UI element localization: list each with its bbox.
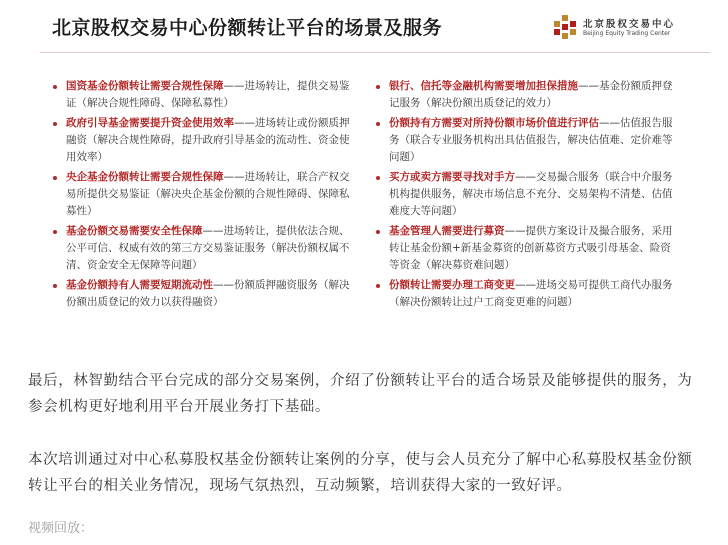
bullet-icon — [53, 284, 57, 288]
bullet-icon — [376, 85, 380, 89]
beijing-equity-logo-icon — [552, 14, 578, 40]
article-paragraph-1: 最后，林智勤结合平台完成的部分交易案例，介绍了份额转让平台的适合场景及能够提供的服务，为参会机构更好地利用平台开展业务打下基础。 — [28, 372, 693, 415]
item-text: ——交易撮合服务（联合中介服务机构提供服务，解决市场信息不充分、交易架构不清楚、估值难度大等问题） — [389, 171, 673, 217]
bullet-icon — [53, 176, 57, 180]
list-item — [375, 223, 675, 274]
logo-chinese-name: 北京股权交易中心 — [583, 19, 676, 30]
list-item — [375, 115, 675, 166]
list-item — [52, 78, 352, 112]
bullet-icon — [53, 230, 57, 234]
item-highlight: 基金管理人需要进行募资 — [389, 225, 505, 237]
bullet-icon — [53, 85, 57, 89]
item-text: ——基金份额质押登记服务（解决份额出质登记的效力） — [389, 80, 673, 109]
item-highlight: 政府引导基金需要提升资金使用效率 — [66, 117, 234, 129]
list-item — [52, 115, 352, 166]
bullet-icon — [53, 122, 57, 126]
item-text: ——估值报告服务（联合专业服务机构出具估值报告，解决估值难、定价难等问题） — [389, 117, 673, 163]
bullet-icon — [376, 122, 380, 126]
item-text: ——份额质押融资服务（解决份额出质登记的效力以获得融资） — [66, 279, 350, 308]
list-item — [52, 169, 352, 220]
left-scenario-list — [52, 78, 352, 314]
item-highlight: 份额转让需要办理工商变更 — [389, 279, 515, 291]
article-paragraph-2: 本次培训通过对中心私募股权基金份额转让案例的分享，使与会人员充分了解中心私募股权基金份额转让平台的相关业务情况，现场气氛热烈，互动频繁，培训获得大家的一致好评。 — [28, 451, 693, 494]
list-item — [52, 223, 352, 274]
item-highlight: 银行、信托等金融机构需要增加担保措施 — [389, 80, 578, 92]
item-text: ——进场交易可提供工商代办服务（解决份额转让过户工商变更难的问题） — [389, 279, 673, 308]
video-replay-label: 视频回放： — [28, 521, 94, 536]
item-text: ——提供方案设计及撮合服务，采用转让基金份额+新基金募资的创新募资方式吸引母基金、险资等资金（解决募资难问题） — [389, 225, 673, 271]
slide-image — [40, 0, 710, 335]
logo-english-name: Beijing Equity Trading Center — [583, 30, 671, 37]
item-text: ——进场转让，提供交易鉴证（解决合规性障碍、保障私募性） — [66, 80, 350, 109]
list-item — [375, 169, 675, 220]
item-highlight: 国资基金份额转让需要合规性保障 — [66, 80, 224, 92]
item-highlight: 买方或卖方需要寻找对手方 — [389, 171, 515, 183]
item-highlight: 份额持有方需要对所持份额市场价值进行评估 — [389, 117, 599, 129]
list-item — [375, 277, 675, 311]
list-item — [375, 78, 675, 112]
item-highlight: 基金份额持有人需要短期流动性 — [66, 279, 213, 291]
item-highlight: 基金份额交易需要安全性保障 — [66, 225, 203, 237]
item-text: ——进场转让或份额质押融资（解决合规性障碍，提升政府引导基金的流动性、资金使用效率） — [66, 117, 350, 163]
right-scenario-list — [375, 78, 675, 314]
bullet-icon — [376, 230, 380, 234]
bullet-icon — [376, 176, 380, 180]
list-item — [52, 277, 352, 311]
item-highlight: 央企基金份额转让需要合规性保障 — [66, 171, 224, 183]
center-logo — [552, 14, 702, 42]
item-text: ——进场转让，提供依法合规、公平可信、权威有效的第三方交易鉴证服务（解决份额权属不清、资金安全无保障等问题） — [66, 225, 350, 271]
slide-title: 北京股权交易中心份额转让平台的场景及服务 — [52, 17, 443, 39]
slide-header — [40, 0, 710, 53]
bullet-icon — [376, 284, 380, 288]
item-text: ——进场转让，联合产权交易所提供交易鉴证（解决央企基金份额的合规性障碍、保障私募性） — [66, 171, 350, 217]
